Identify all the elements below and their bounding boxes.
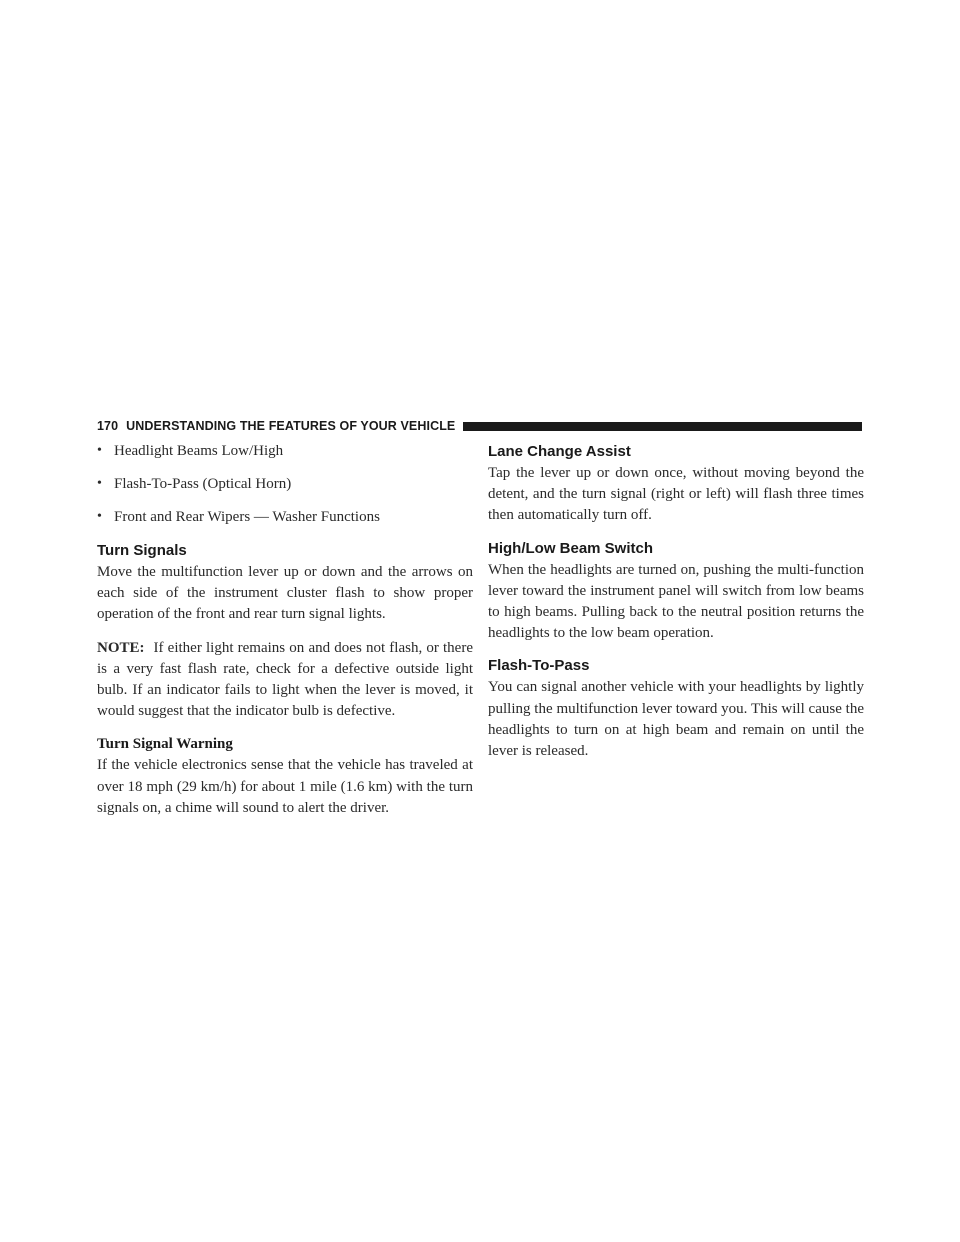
note-text: If either light remains on and does not flash, or there is a very fast flash rate, check for a defective outside light bulb. If an indicator fails to light when the lever is moved, it would suggest that the indicator bulb is defective. — [97, 639, 473, 720]
list-item — [97, 440, 473, 462]
list-item — [97, 506, 473, 528]
page-number: 170 — [97, 419, 119, 433]
bullet-icon: • — [97, 509, 102, 524]
lane-change-assist-heading: Lane Change Assist — [488, 443, 631, 460]
right-column — [488, 440, 864, 774]
turn-signals-heading: Turn Signals — [97, 542, 187, 559]
left-column — [97, 440, 473, 831]
turn-signal-warning-heading: Turn Signal Warning — [97, 736, 233, 753]
bullet-icon: • — [97, 476, 102, 491]
flash-to-pass-body: You can signal another vehicle with your headlights by lightly pulling the multifunction lever toward you. This will cause the headlights to turn on at high beam and remain on until the lever is released. — [488, 679, 864, 760]
lane-change-assist-body: Tap the lever up or down once, without moving beyond the detent, and the turn signal (right or left) will flash three times then automatically turn off. — [488, 465, 864, 524]
list-item-text: Front and Rear Wipers — Washer Functions — [114, 509, 380, 525]
bullet-icon: • — [97, 443, 102, 458]
header-rule — [463, 422, 862, 431]
flash-to-pass-heading: Flash-To-Pass — [488, 657, 590, 675]
section-title: UNDERSTANDING THE FEATURES OF YOUR VEHICLE — [126, 419, 456, 433]
high-low-beam-switch-heading: High/Low Beam Switch — [488, 539, 654, 557]
turn-signals-note — [97, 638, 473, 723]
turn-signals-body: Move the multifunction lever up or down and the arrows on each side of the instrument cluster flash to show proper operation of the front and rear turn signal lights. — [97, 564, 473, 623]
page-header — [97, 419, 862, 433]
list-item — [97, 473, 473, 495]
note-label: NOTE: — [97, 639, 145, 656]
list-item-text: Flash-To-Pass (Optical Horn) — [114, 476, 292, 492]
high-low-beam-switch-body: When the headlights are turned on, pushing the multi-function lever toward the instrument panel will switch from low beams to high beams. Pulling back to the neutral position returns the headlights to the low beam operation. — [488, 561, 864, 642]
list-item-text: Headlight Beams Low/High — [114, 443, 284, 459]
turn-signal-warning-body: If the vehicle electronics sense that the vehicle has traveled at over 18 mph (29 km/h) for about 1 mile (1.6 km) with the turn signals on, a chime will sound to alert the driver. — [97, 757, 473, 816]
